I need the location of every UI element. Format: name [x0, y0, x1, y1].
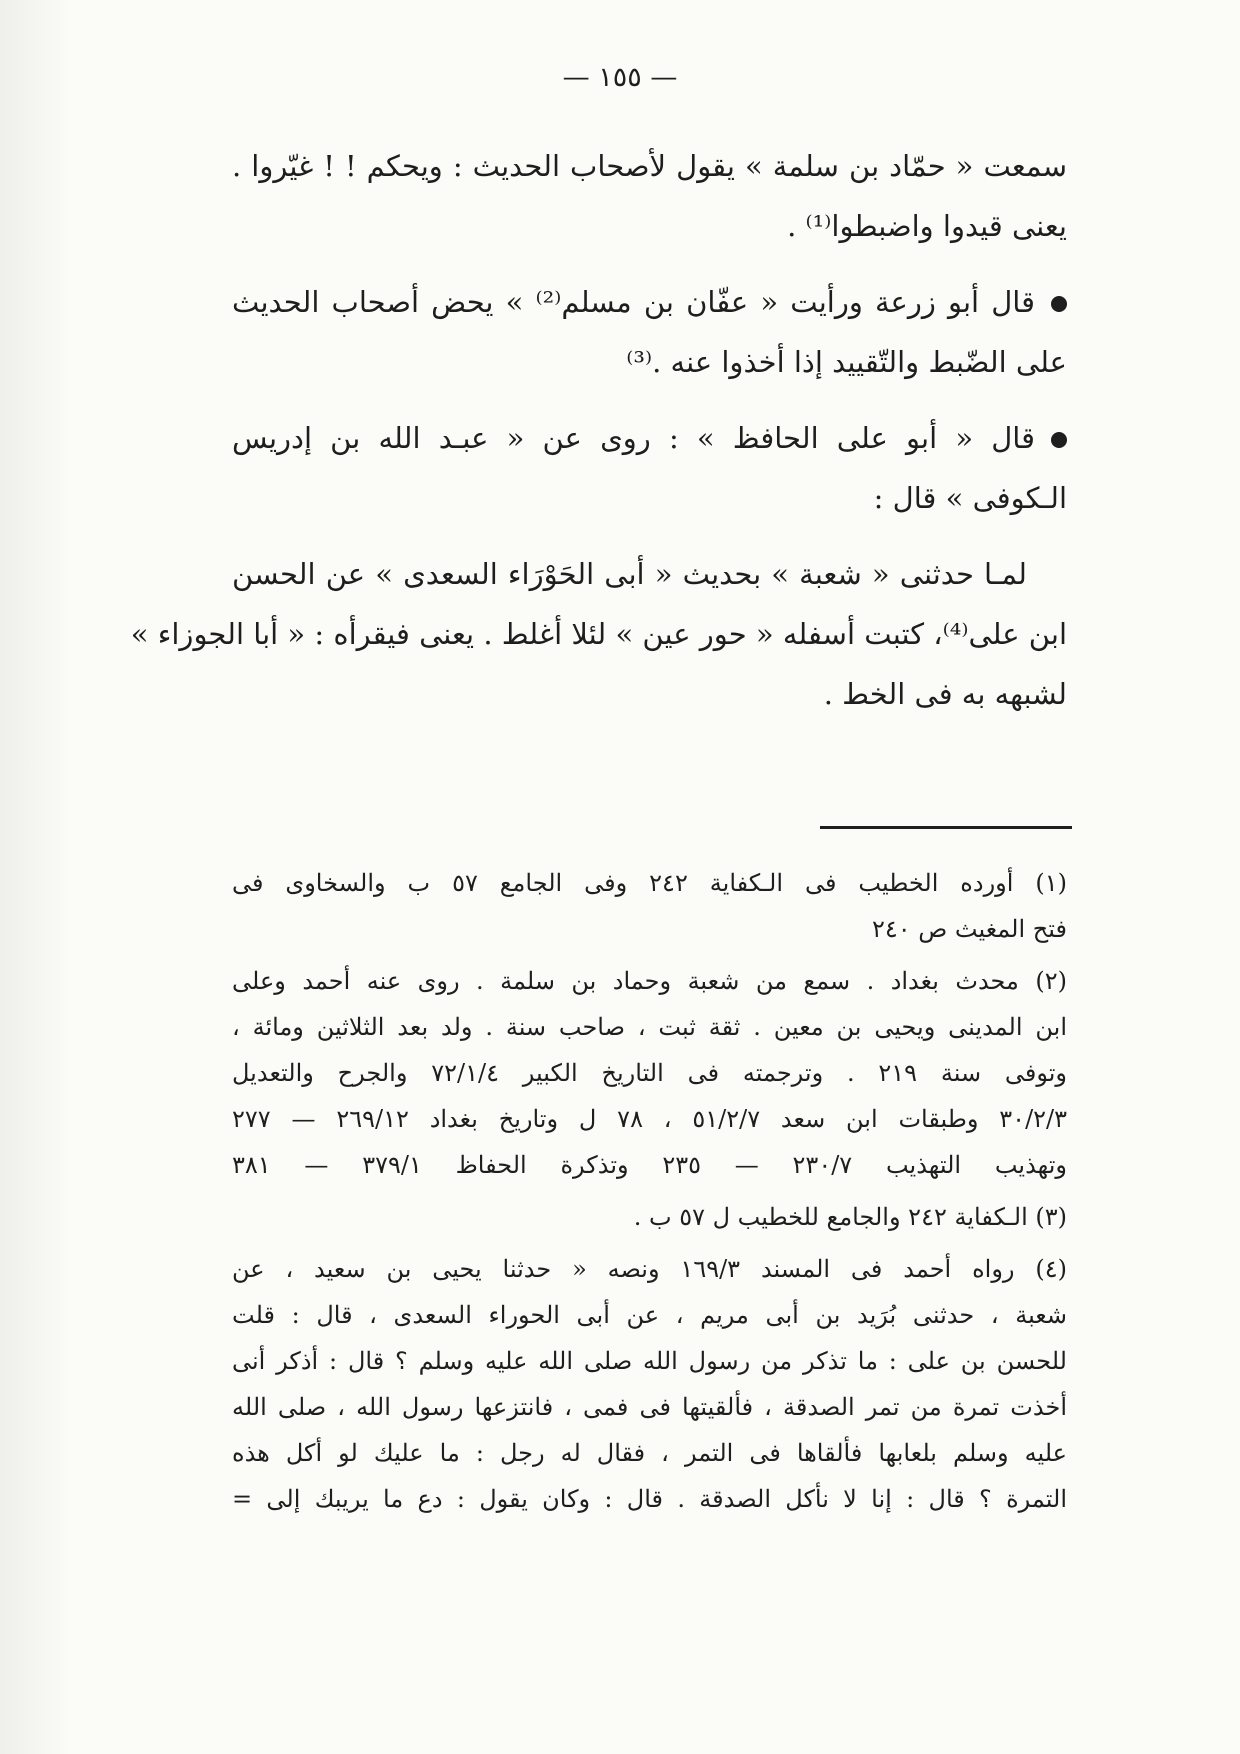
- footnote-line: وتوفى سنة ٢١٩ . وترجمته فى التاريخ الكبير ٧٢/١/٤ والجرح والتعديل: [232, 1059, 1068, 1087]
- page-number: — ١٥٥ —: [562, 62, 678, 93]
- footnote-line: وتهذيب التهذيب ٢٣٠/٧ — ٢٣٥ وتذكرة الحفاظ ٣٧٩/١ — ٣٨١: [232, 1151, 1067, 1179]
- footnote-line: أخذت تمرة من تمر الصدقة ، فألقيتها فى فمى ، فانتزعها رسول الله ، صلى الله: [232, 1393, 1067, 1421]
- footnote-line: فتح المغيث ص ٢٤٠: [871, 915, 1067, 943]
- main-line-bullet: [232, 272, 1067, 332]
- main-line: لشبهه به فى الخط .: [823, 677, 1067, 711]
- main-line-bullet: [232, 408, 1067, 468]
- footnote-line: (٤) رواه أحمد فى المسند ١٦٩/٣ ونصه « حدثنا يحيى بن سعيد ، عن: [232, 1255, 1067, 1283]
- main-line-text: قال « أبو على الحافظ » : روى عن « عبـد الله بن إدريس: [232, 421, 1035, 455]
- main-line-text: لمـا حدثنى « شعبة » بحديث « أبى الحَوْرَاء السعدى » عن الحسن: [232, 557, 1027, 591]
- footnote-line: عليه وسلم بلعابها فألقاها فى التمر ، فقال له رجل : ما عليك لو أكل هذه: [232, 1439, 1067, 1467]
- footnotes-section: [232, 860, 1067, 1522]
- bullet-dot-icon: [1051, 296, 1067, 312]
- footnote-line: التمرة ؟ قال : إنا لا نأكل الصدقة . قال : وكان يقول : دع ما يريبك إلى =: [232, 1485, 1067, 1513]
- footnote-divider: [820, 826, 1072, 829]
- footnote-line: (١) أورده الخطيب فى الـكفاية ٢٤٢ وفى الجامع ٥٧ ب والسخاوى فى: [232, 869, 1067, 897]
- page-shadow-edge: [0, 0, 72, 1754]
- main-line: سمعت « حمّاد بن سلمة » يقول لأصحاب الحديث : ويحكم ! ! غيّروا .: [232, 149, 1067, 183]
- footnote-line: للحسن بن على : ما تذكر من رسول الله صلى الله عليه وسلم ؟ قال : أذكر أنى: [232, 1347, 1067, 1375]
- footnote-line: (٢) محدث بغداد . سمع من شعبة وحماد بن سلمة . روى عنه أحمد وعلى: [232, 967, 1067, 995]
- main-line: ابن على⁽⁴⁾، كتبت أسفله « حور عين » لئلا أغلط . يعنى فيقرأه : « أبا الجوزاء »: [130, 617, 1067, 651]
- footnote-line: (٣) الـكفاية ٢٤٢ والجامع للخطيب ل ٥٧ ب .: [633, 1203, 1067, 1231]
- main-line: الـكوفى » قال :: [873, 481, 1067, 515]
- main-line-indented: [232, 544, 1067, 604]
- main-text-body: [130, 136, 1067, 724]
- main-line-text: قال أبو زرعة ورأيت « عفّان بن مسلم⁽²⁾ » يحض أصحاب الحديث: [232, 285, 1035, 319]
- footnote-line: ٣٠/٢/٣ وطبقات ابن سعد ٥١/٢/٧ ، ٧٨ ل وتاريخ بغداد ٢٦٩/١٢ — ٢٧٧: [232, 1105, 1068, 1133]
- main-line: على الضّبط والتّقييد إذا أخذوا عنه .⁽³⁾: [626, 345, 1067, 379]
- bullet-dot-icon: [1051, 432, 1067, 448]
- footnote-line: شعبة ، حدثنى بُرَيد بن أبى مريم ، عن أبى الحوراء السعدى ، قال : قلت: [232, 1301, 1067, 1329]
- footnote-line: ابن المدينى ويحيى بن معين . ثقة ثبت ، صاحب سنة . ولد بعد الثلاثين ومائة ،: [232, 1013, 1067, 1041]
- main-line: يعنى قيدوا واضبطوا⁽¹⁾ .: [787, 209, 1067, 243]
